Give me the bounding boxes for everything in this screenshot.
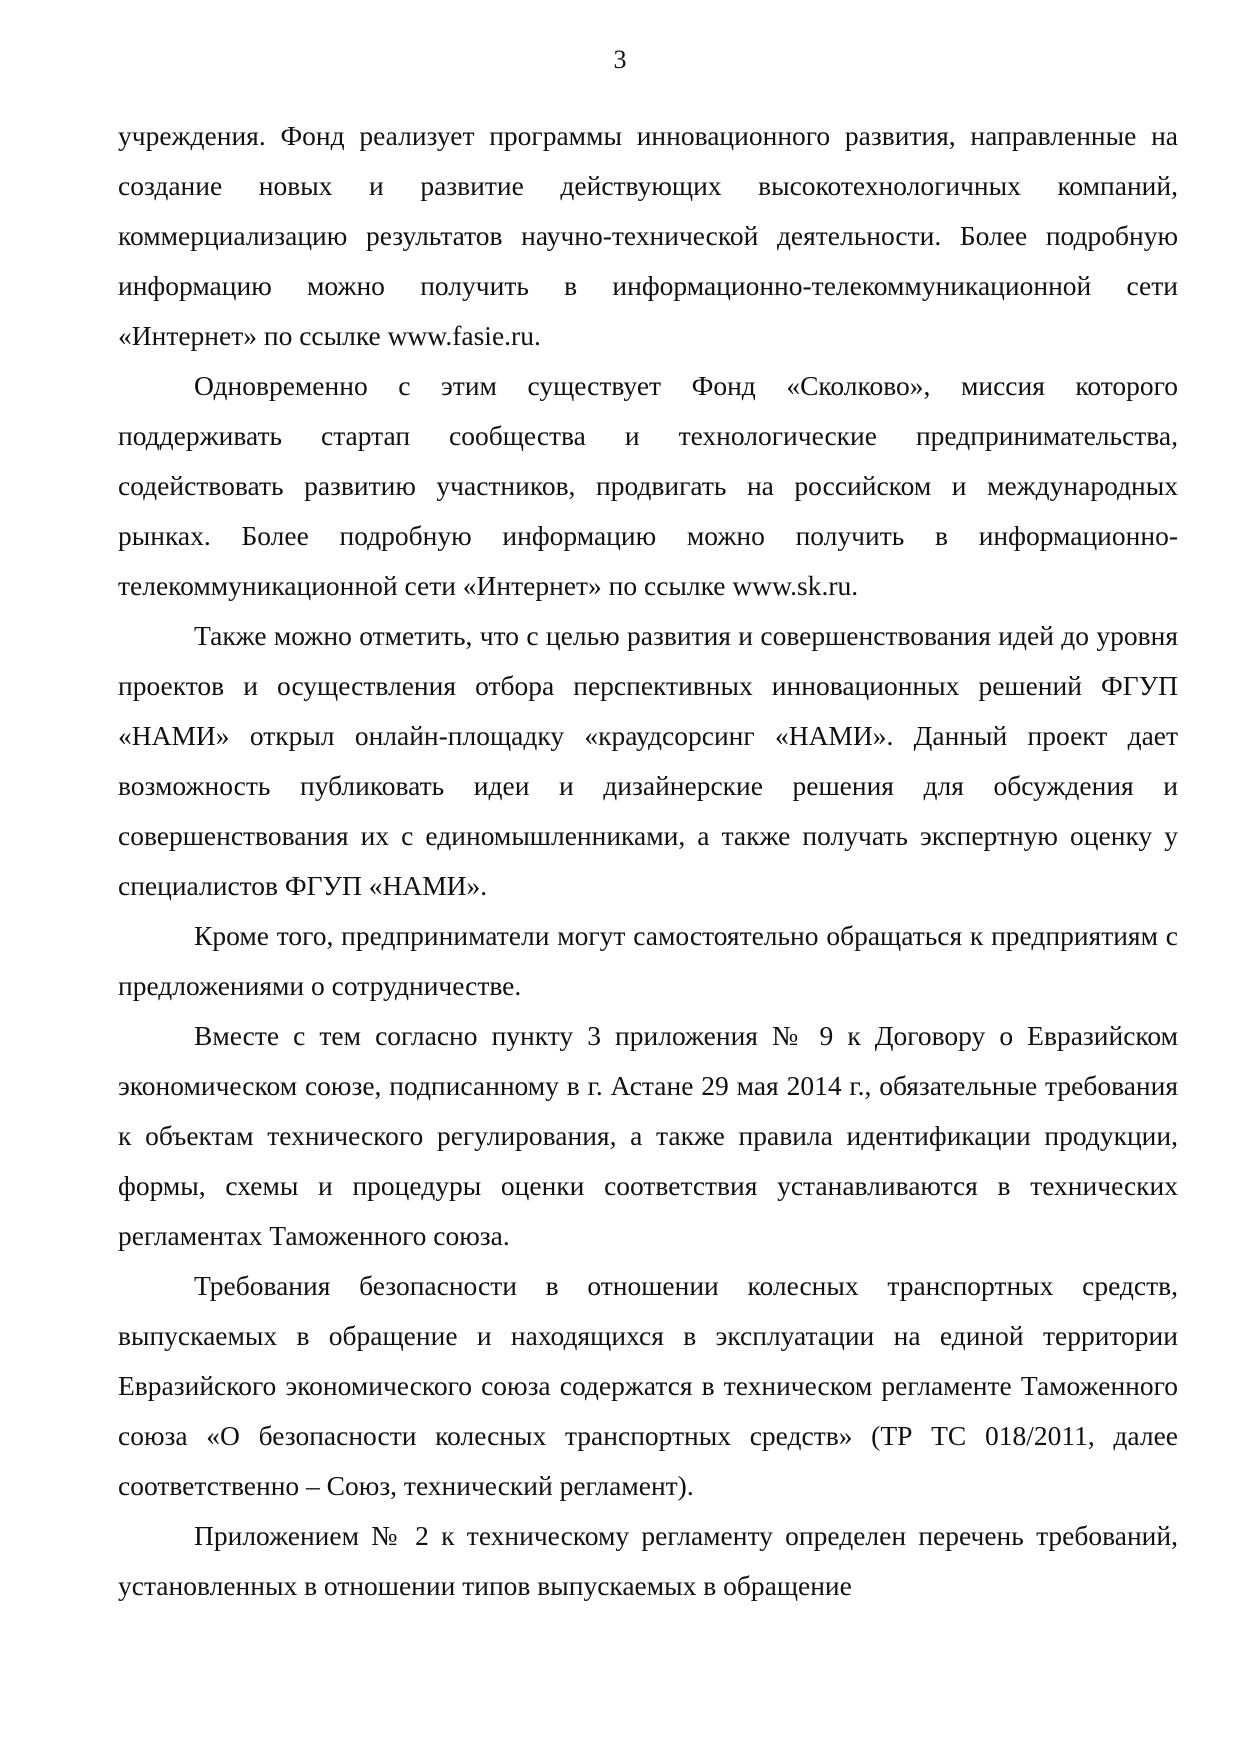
paragraph-safety-requirements: Требования безопасности в отношении колесных транспортных средств, выпускаемых в обращение и находящихся в эксплуатации на единой территории Евразийского экономического союза содержатся в техническом регламенте Таможенного союза «О безопасности колесных транспортных средств» (ТР ТС 018/2011, далее соответственно – Союз, технический регламент). (118, 1270, 1178, 1501)
paragraph-appendix-2: Приложением № 2 к техническому регламенту определен перечень требований, установленных в отношении типов выпускаемых в обращение (118, 1520, 1178, 1601)
paragraph-eaeu-treaty: Вместе с тем согласно пункту 3 приложения № 9 к Договору о Евразийском экономическом союзе, подписанному в г. Астане 29 мая 2014 г., обязательные требования к объектам технического регулирования, а также правила идентификации продукции, формы, схемы и процедуры оценки соответствия устанавливаются в технических регламентах Таможенного союза. (118, 1020, 1178, 1251)
page-number: 3 (613, 45, 627, 74)
paragraph-skolkovo: Одновременно с этим существует Фонд «Сколково», миссия которого поддерживать стартап сообщества и технологические предпринимательства, содействовать развитию участников, продвигать на российском и международных рынках. Более подробную информацию можно получить в информационно-телекоммуникационной сети «Интернет» по ссылке www.sk.ru. (118, 370, 1178, 601)
paragraph-nami-crowdsourcing: Также можно отметить, что с целью развития и совершенствования идей до уровня проектов и осуществления отбора перспективных инновационных решений ФГУП «НАМИ» открыл онлайн-площадку «краудсорсинг «НАМИ». Данный проект дает возможность публиковать идеи и дизайнерские решения для обсуждения и совершенствования их с единомышленниками, а также получать экспертную оценку у специалистов ФГУП «НАМИ». (118, 620, 1178, 901)
document-body (118, 111, 1178, 1611)
paragraph-fund-programs: учреждения. Фонд реализует программы инновационного развития, направленные на создание новых и развитие действующих высокотехнологичных компаний, коммерциализацию результатов научно-технической деятельности. Более подробную информацию можно получить в информационно-телекоммуникационной сети «Интернет» по ссылке www.fasie.ru. (118, 120, 1178, 351)
paragraph-entrepreneurs: Кроме того, предприниматели могут самостоятельно обращаться к предприятиям с предложениями о сотрудничестве. (118, 920, 1178, 1001)
